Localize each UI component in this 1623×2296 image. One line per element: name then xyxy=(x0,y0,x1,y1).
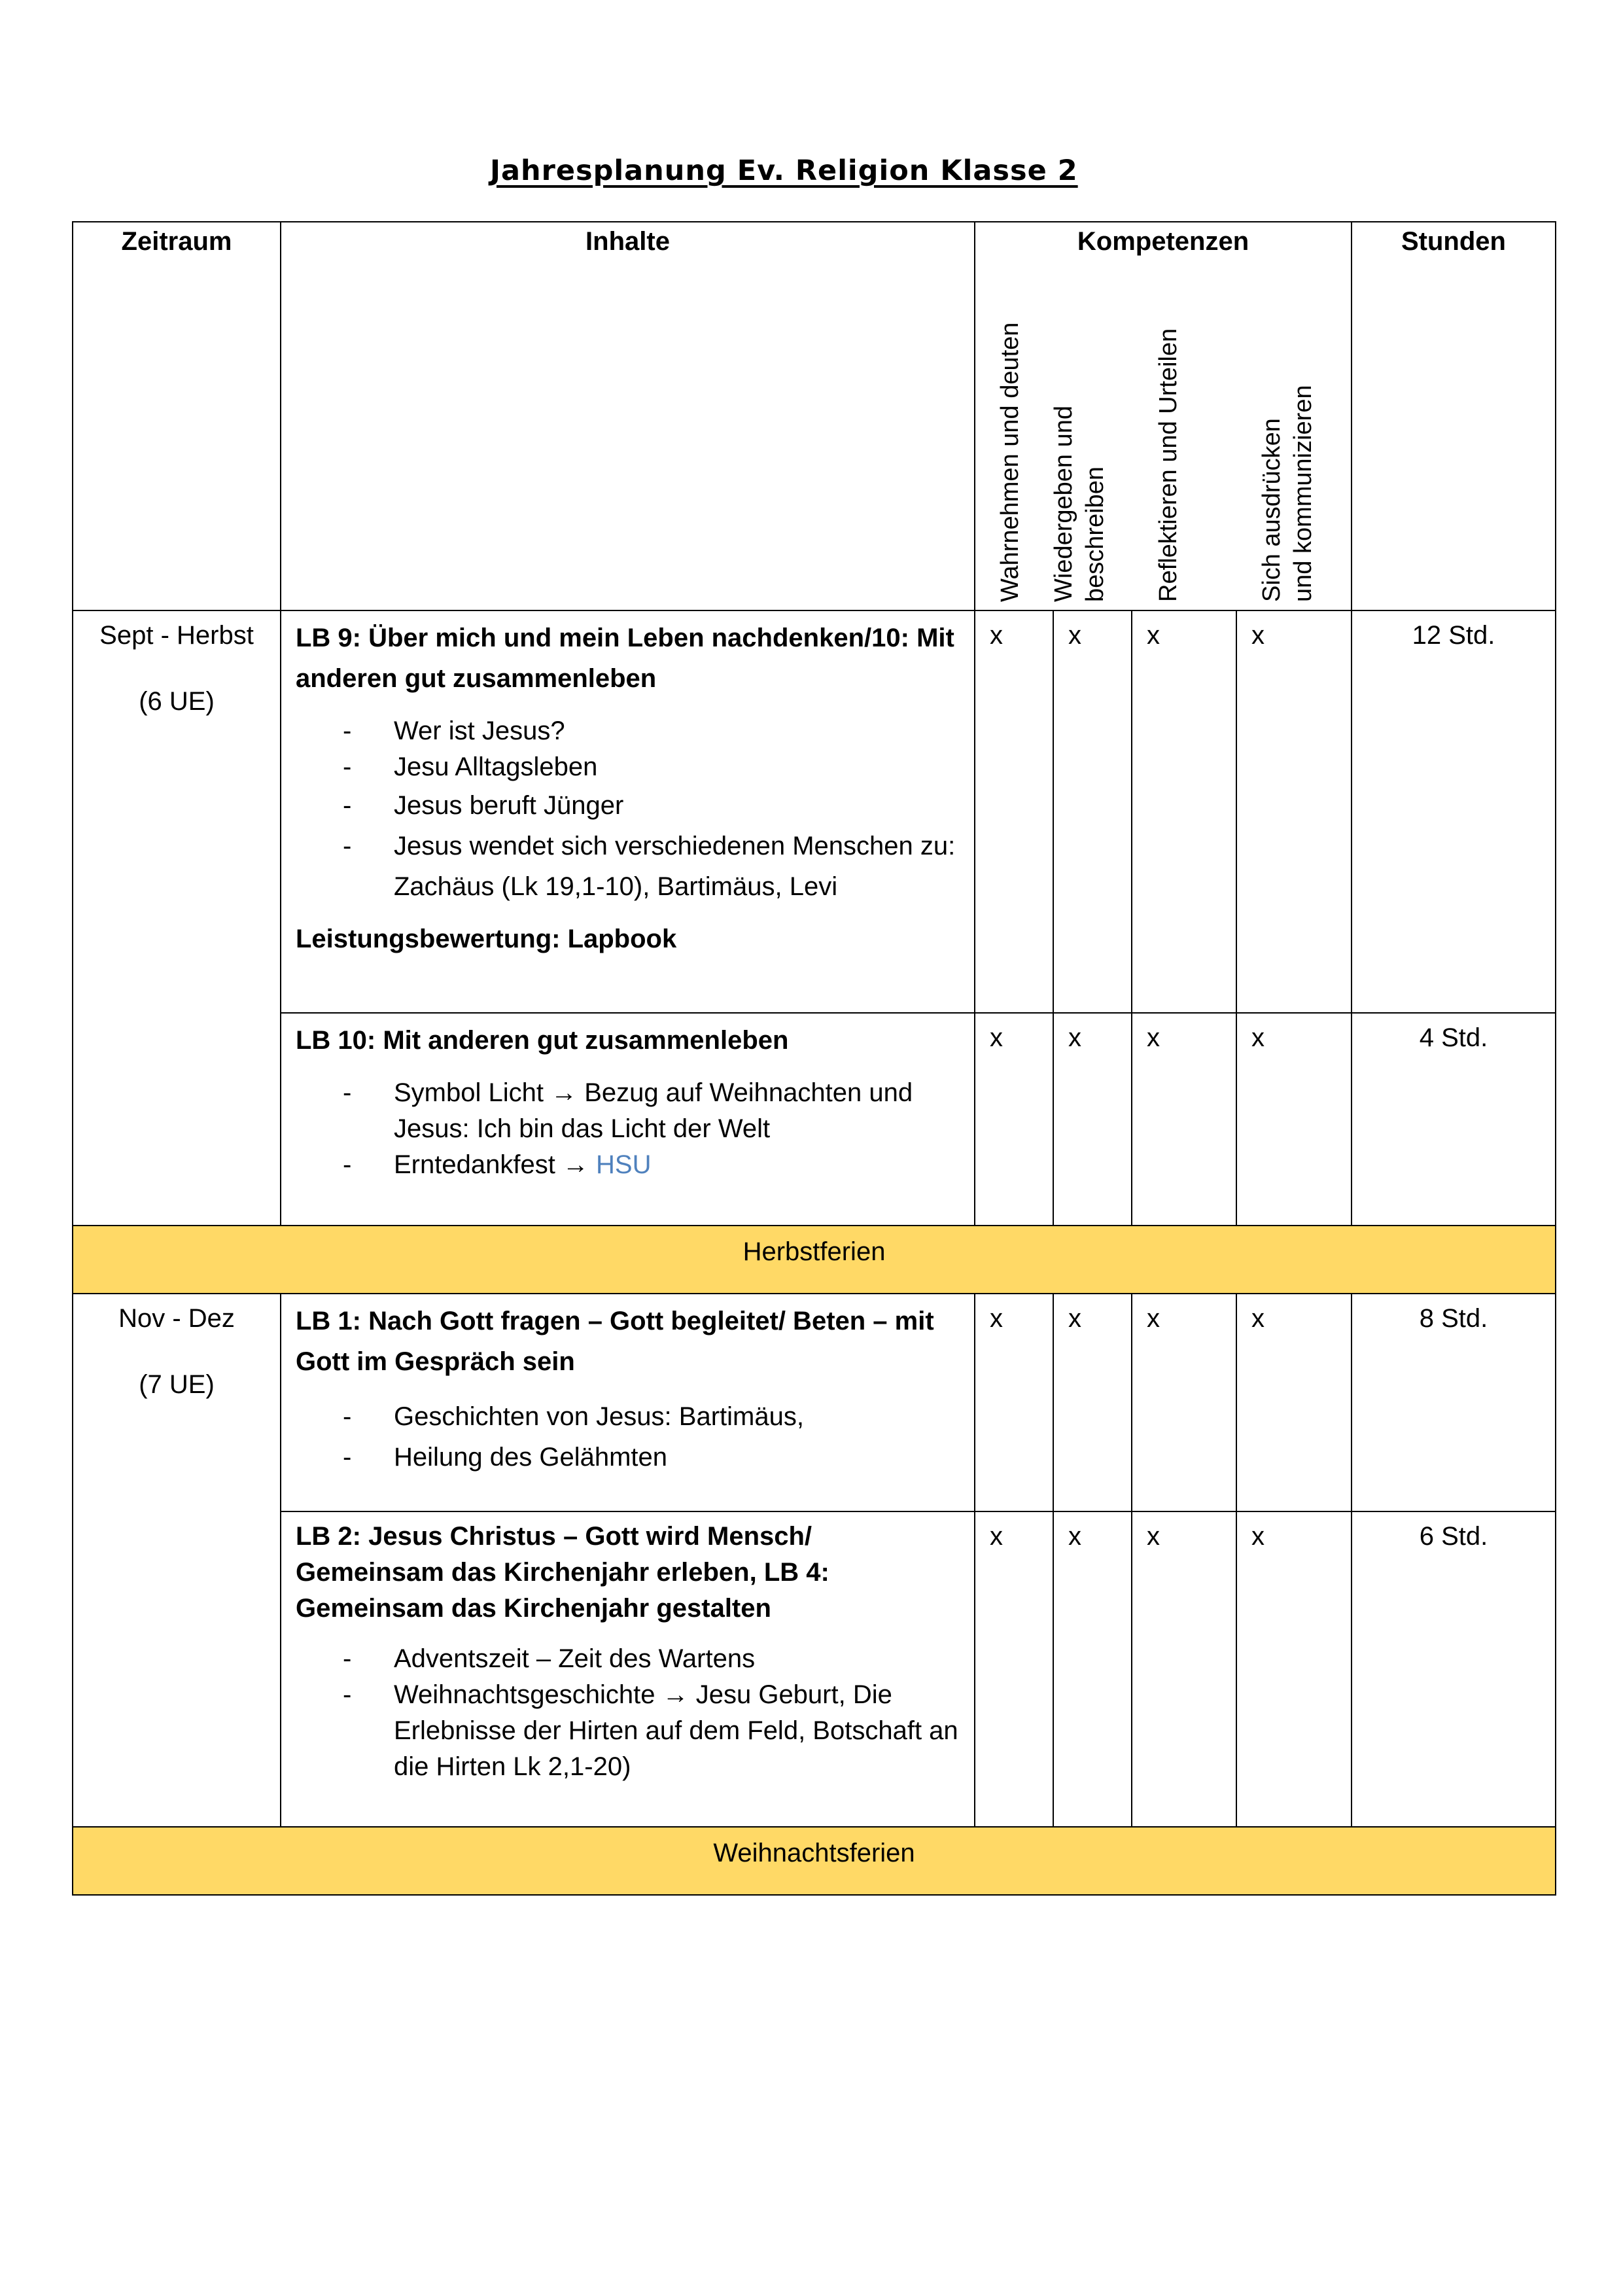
header-stunden: Stunden xyxy=(1352,222,1556,610)
kompetenz-wiedergeben-1: Wiedergeben und xyxy=(1050,406,1077,602)
kompetenz-mark: x xyxy=(1132,1013,1236,1226)
lernbereich-heading: LB 10: Mit anderen gut zusammenleben xyxy=(296,1026,789,1055)
inhalte-cell xyxy=(281,1013,975,1226)
list-item: - Symbol Licht → Bezug auf Weihnachten und Jesus: Ich bin das Licht der Welt xyxy=(296,1075,961,1147)
kompetenz-ausdruecken-1: Sich ausdrücken xyxy=(1258,418,1285,602)
kompetenz-mark: x xyxy=(1053,1294,1132,1511)
kompetenz-mark: x xyxy=(975,1511,1053,1827)
table-row xyxy=(73,1294,1556,1511)
kompetenz-mark: x xyxy=(1236,1013,1352,1226)
plan-table xyxy=(72,221,1556,1896)
list-item: - Geschichten von Jesus: Bartimäus, xyxy=(296,1396,961,1437)
stunden-cell: 12 Std. xyxy=(1352,610,1556,1013)
page-title: Jahresplanung Ev. Religion Klasse 2 xyxy=(490,154,1078,187)
inhalte-cell xyxy=(281,1294,975,1511)
kompetenz-wahrnehmen: Wahrnehmen und deuten xyxy=(996,322,1024,602)
kompetenz-mark: x xyxy=(975,1013,1053,1226)
header-row xyxy=(73,222,1556,610)
kompetenz-mark: x xyxy=(1053,1511,1132,1827)
kompetenz-mark: x xyxy=(1132,1294,1236,1511)
kompetenz-mark: x xyxy=(1236,1511,1352,1827)
list-item: - Adventszeit – Zeit des Wartens xyxy=(296,1641,961,1677)
kompetenz-mark: x xyxy=(1236,1294,1352,1511)
kompetenz-ausdruecken-2: und kommunizieren xyxy=(1289,385,1317,602)
inhalte-cell xyxy=(281,1511,975,1827)
kompetenz-mark: x xyxy=(1053,610,1132,1013)
kompetenz-wiedergeben-2: beschreiben xyxy=(1081,466,1109,602)
stunden-cell: 8 Std. xyxy=(1352,1294,1556,1511)
header-zeitraum: Zeitraum xyxy=(73,222,281,610)
kompetenz-mark: x xyxy=(1053,1013,1132,1226)
inhalte-cell xyxy=(281,610,975,1013)
zeitraum-cell: Nov - Dez (7 UE) xyxy=(73,1294,281,1827)
kompetenz-reflektieren: Reflektieren und Urteilen xyxy=(1155,328,1182,602)
lernbereich-heading: LB 9: Über mich und mein Leben nachdenken/10: Mit anderen gut zusammenleben xyxy=(296,624,954,693)
leistungsbewertung: Leistungsbewertung: Lapbook xyxy=(296,925,677,953)
kompetenz-mark: x xyxy=(1132,1511,1236,1827)
ferien-row xyxy=(73,1226,1556,1294)
lernbereich-heading: LB 1: Nach Gott fragen – Gott begleitet/ Beten – mit Gott im Gespräch sein xyxy=(296,1307,934,1376)
list-item: - Weihnachtsgeschichte → Jesu Geburt, Die Erlebnisse der Hirten auf dem Feld, Botschaft an die Hirten Lk 2,1-20) xyxy=(296,1677,961,1785)
list-item: - Erntedankfest → HSU xyxy=(296,1147,961,1183)
table-row xyxy=(73,1013,1556,1226)
ferien-row xyxy=(73,1827,1556,1895)
list-item: - Heilung des Gelähmten xyxy=(296,1437,961,1477)
table-row xyxy=(73,1511,1556,1827)
kompetenz-mark: x xyxy=(1132,610,1236,1013)
ferien-cell: Weihnachtsferien xyxy=(73,1827,1556,1895)
list-item: - Jesus wendet sich verschiedenen Menschen zu: Zachäus (Lk 19,1-10), Bartimäus, Levi xyxy=(296,826,961,907)
table-row xyxy=(73,610,1556,1013)
kompetenz-mark: x xyxy=(975,1294,1053,1511)
zeitraum-cell: Sept - Herbst (6 UE) xyxy=(73,610,281,1226)
header-inhalte: Inhalte xyxy=(281,222,975,610)
header-kompetenzen xyxy=(975,222,1352,610)
ferien-cell: Herbstferien xyxy=(73,1226,1556,1294)
lernbereich-heading: LB 2: Jesus Christus – Gott wird Mensch/ Gemeinsam das Kirchenjahr erleben, LB 4: Gemeinsam das Kirchenjahr gestalten xyxy=(296,1522,829,1623)
stunden-cell: 6 Std. xyxy=(1352,1511,1556,1827)
kompetenz-mark: x xyxy=(975,610,1053,1013)
stunden-cell: 4 Std. xyxy=(1352,1013,1556,1226)
hsu-link[interactable]: HSU xyxy=(596,1150,652,1179)
kompetenz-mark: x xyxy=(1236,610,1352,1013)
list-item: - Jesu Alltagsleben xyxy=(296,749,961,785)
list-item: - Jesus beruft Jünger xyxy=(296,785,961,826)
list-item: - Wer ist Jesus? xyxy=(296,713,961,749)
kompetenzen-label: Kompetenzen xyxy=(1077,227,1249,256)
